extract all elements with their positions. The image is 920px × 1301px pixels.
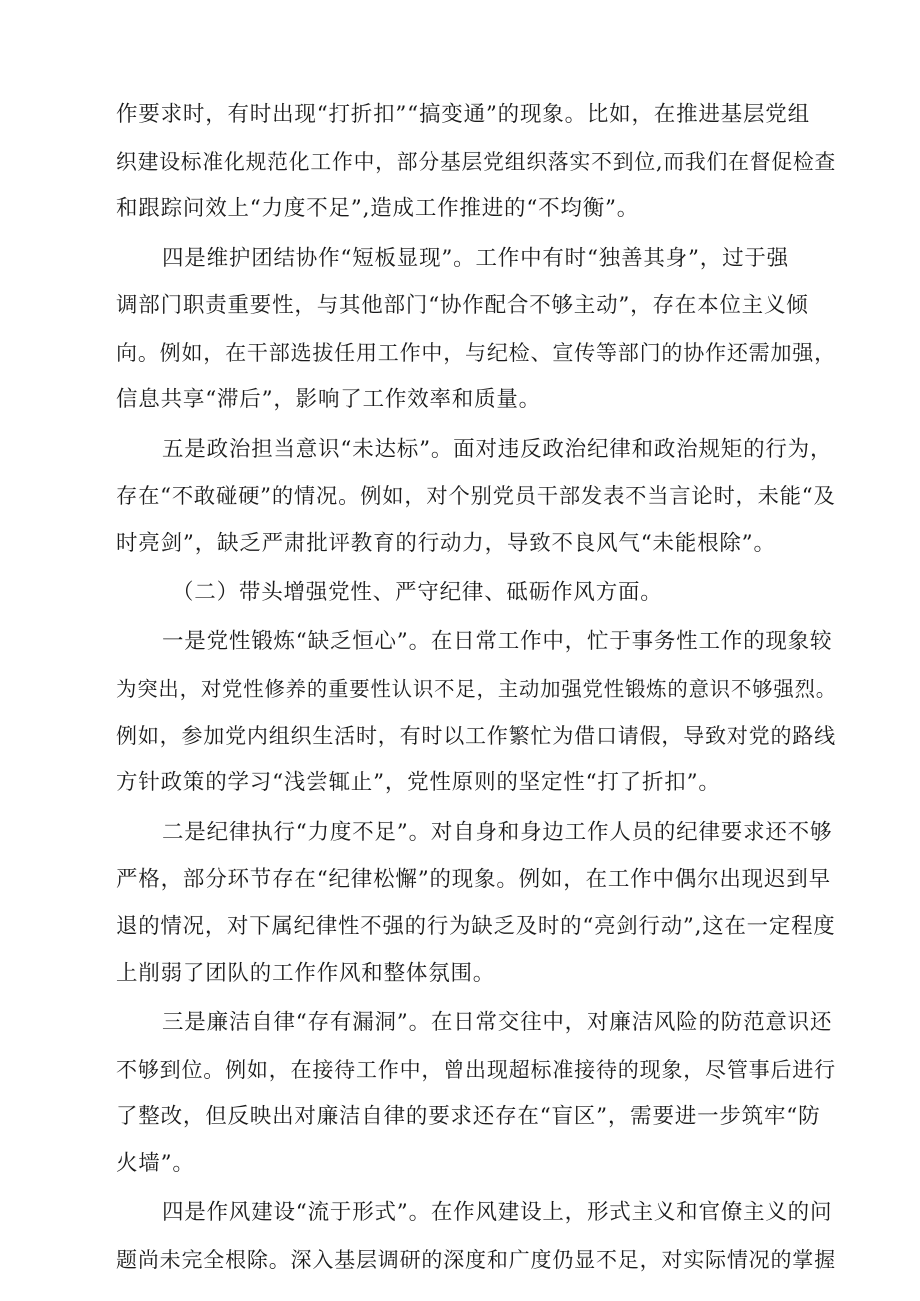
text-line: 上削弱了团队的工作作风和整体氛围。 — [116, 961, 496, 986]
text-line: 作要求时，有时出现“打折扣”“搞变通”的现象。比如，在推进基层党组 — [116, 102, 810, 127]
paragraph-first-line: 一是党性锻炼“缺乏恒心”。在日常工作中，忙于事务性工作的现象较 — [162, 629, 833, 654]
paragraph-first-line: 五是政治担当意识“未达标”。面对违反政治纪律和政治规矩的行为， — [162, 437, 833, 462]
text-line: 退的情况，对下属纪律性不强的行为缺乏及时的“亮剑行动”,这在一定程度 — [116, 914, 836, 939]
text-line: 例如，参加党内组织生活时，有时以工作繁忙为借口请假，导致对党的路线 — [116, 723, 836, 748]
text-line: 方针政策的学习“浅尝辄止”，党性原则的坚定性“打了折扣”。 — [116, 770, 721, 795]
text-line: 时亮剑”，缺乏严肃批评教育的行动力，导致不良风气“未能根除”。 — [116, 531, 776, 556]
paragraph-first-line: 二是纪律执行“力度不足”。对自身和身边工作人员的纪律要求还不够 — [162, 820, 833, 845]
text-line: 调部门职责重要性，与其他部门“协作配合不够主动”，存在本位主义倾 — [116, 293, 809, 318]
text-line: 题尚未完全根除。深入基层调研的深度和广度仍显不足，对实际情况的掌握 — [116, 1247, 836, 1272]
text-line: 了整改，但反映出对廉洁自律的要求还存在“盲区”，需要进一步筑牢“防 — [116, 1104, 821, 1129]
text-line: 织建设标准化规范化工作中，部分基层党组织落实不到位,而我们在督促检查 — [116, 150, 837, 174]
paragraph-first-line: 三是廉洁自律“存有漏洞”。在日常交往中，对廉洁风险的防范意识还 — [162, 1010, 833, 1035]
text-line: 和跟踪问效上“力度不足”,造成工作推进的“不均衡”。 — [116, 196, 640, 221]
text-line: 火墙”。 — [116, 1151, 195, 1176]
text-line: 存在“不敢碰硬”的情况。例如，对个别党员干部发表不当言论时，未能“及 — [116, 484, 836, 509]
text-line: 信息共享“滞后”，影响了工作效率和质量。 — [116, 387, 541, 412]
section-heading: （二）带头增强党性、严守纪律、砥砺作风方面。 — [172, 580, 663, 605]
text-line: 向。例如，在干部选拔任用工作中，与纪检、宣传等部门的协作还需加强， — [116, 340, 836, 365]
text-line: 为突出，对党性修养的重要性认识不足，主动加强党性锻炼的意识不够强烈。 — [116, 677, 838, 701]
text-line: 严格，部分环节存在“纪律松懈”的现象。例如，在工作中偶尔出现迟到早 — [116, 867, 831, 892]
paragraph-first-line: 四是维护团结协作“短板显现”。工作中有时“独善其身”，过于强 — [162, 246, 789, 271]
paragraph-first-line: 四是作风建设“流于形式”。在作风建设上，形式主义和官僚主义的问 — [162, 1200, 833, 1225]
text-line: 不够到位。例如，在接待工作中，曾出现超标准接待的现象，尽管事后进行 — [116, 1057, 836, 1082]
